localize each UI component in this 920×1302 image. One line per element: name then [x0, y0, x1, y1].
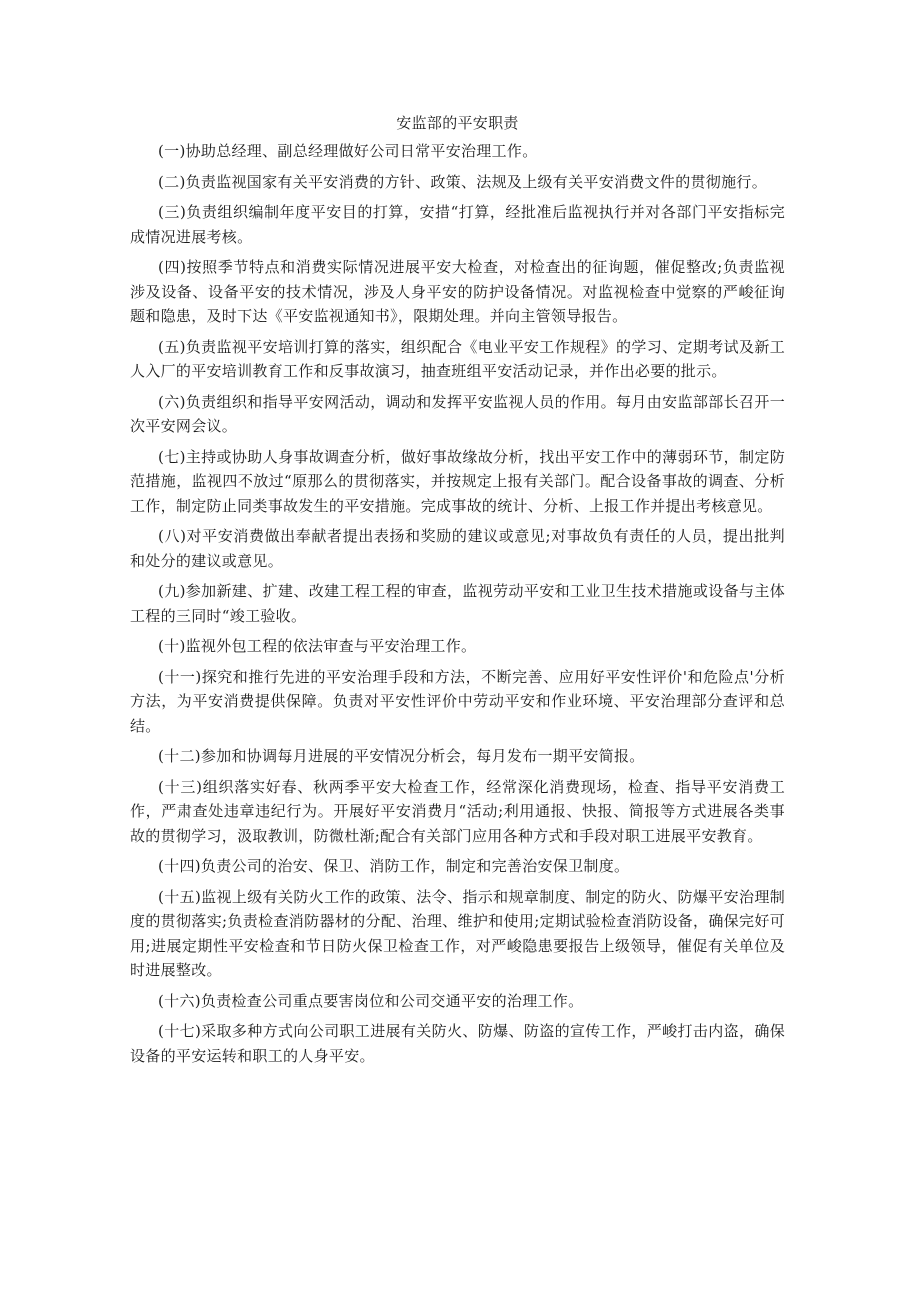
duty-item-9: (九)参加新建、扩建、改建工程工程的审查，监视劳动平安和工业卫生技术措施或设备与主体工程的三同时“竣工验收。 — [130, 582, 785, 625]
duty-item-2: (二)负责监视国家有关平安消费的方针、政策、法规及上级有关平安消费文件的贯彻施行。 — [158, 172, 768, 191]
document-page — [130, 111, 785, 1074]
duty-item-17: (十七)采取多种方式向公司职工进展有关防火、防爆、防盗的宣传工作，严峻打击内盗，确保设备的平安运转和职工的人身平安。 — [130, 1022, 785, 1065]
duty-item-4: (四)按照季节特点和消费实际情况进展平安大检查，对检查出的征询题，催促整改;负责监视涉及设备、设备平安的技术情况，涉及人身平安的防护设备情况。对监视检查中觉察的严峻征询题和隐患，及时下达《平安监视通知书》，限期处理。并向主管领导报告。 — [130, 258, 785, 325]
duty-item-7: (七)主持或协助人身事故调查分析，做好事故缘故分析，找出平安工作中的薄弱环节，制定防范措施，监视四不放过“原那么的贯彻落实，并按规定上报有关部门。配合设备事故的调查、分析工作，制定防止同类事故发生的平安措施。完成事故的统计、分析、上报工作并提出考核意见。 — [130, 447, 785, 515]
duty-item-14: (十四)负责公司的治安、保卫、消防工作，制定和完善治安保卫制度。 — [158, 857, 630, 875]
duty-item-11: (十一)探究和推行先进的平安治理手段和方法，不断完善、应用好平安性评价'和危险点'分析方法，为平安消费提供保障。负责对平安性评价中劳动平安和作业环境、平安治理部分查评和总结。 — [130, 667, 785, 735]
duty-item-12: (十二)参加和协调每月进展的平安情况分析会，每月发布一期平安简报。 — [158, 747, 645, 765]
duty-item-8: (八)对平安消费做出奉献者提出表扬和奖励的建议或意见;对事故负有责任的人员，提出批判和处分的建议或意见。 — [130, 527, 785, 570]
duty-item-16: (十六)负责检查公司重点要害岗位和公司交通平安的治理工作。 — [158, 991, 584, 1010]
duty-item-6: (六)负责组织和指导平安网活动，调动和发挥平安监视人员的作用。每月由安监部部长召开一次平安网会议。 — [130, 392, 785, 435]
page-title: 安监部的平安职责 — [396, 114, 519, 132]
duty-item-1: (一)协助总经理、副总经理做好公司日常平安治理工作。 — [158, 142, 538, 160]
duty-item-3: (三)负责组织编制年度平安目的打算，安措“打算，经批准后监视执行并对各部门平安指标完成情况进展考核。 — [130, 203, 785, 246]
duty-item-5: (五)负责监视平安培训打算的落实，组织配合《电业平安工作规程》的学习、定期考试及新工人入厂的平安培训教育工作和反事故演习，抽查班组平安活动记录，并作出必要的批示。 — [130, 337, 785, 380]
duty-item-10: (十)监视外包工程的依法审查与平安治理工作。 — [158, 637, 477, 655]
duty-item-13: (十三)组织落实好春、秋两季平安大检查工作，经常深化消费现场，检查、指导平安消费工作，严肃查处违章违纪行为。开展好平安消费月“活动;利用通报、快报、简报等方式进展各类事故的贯彻学习，汲取教训，防微杜渐;配合有关部门应用各种方式和手段对职工进展平安教育。 — [130, 777, 785, 845]
duty-item-15: (十五)监视上级有关防火工作的政策、法令、指示和规章制度、制定的防火、防爆平安治理制度的贯彻落实;负责检查消防器材的分配、治理、维护和使用;定期试验检查消防设备，确保完好可用;进展定期性平安检查和节日防火保卫检查工作，对严峻隐患要报告上级领导，催促有关单位及时进展整改。 — [130, 887, 785, 979]
